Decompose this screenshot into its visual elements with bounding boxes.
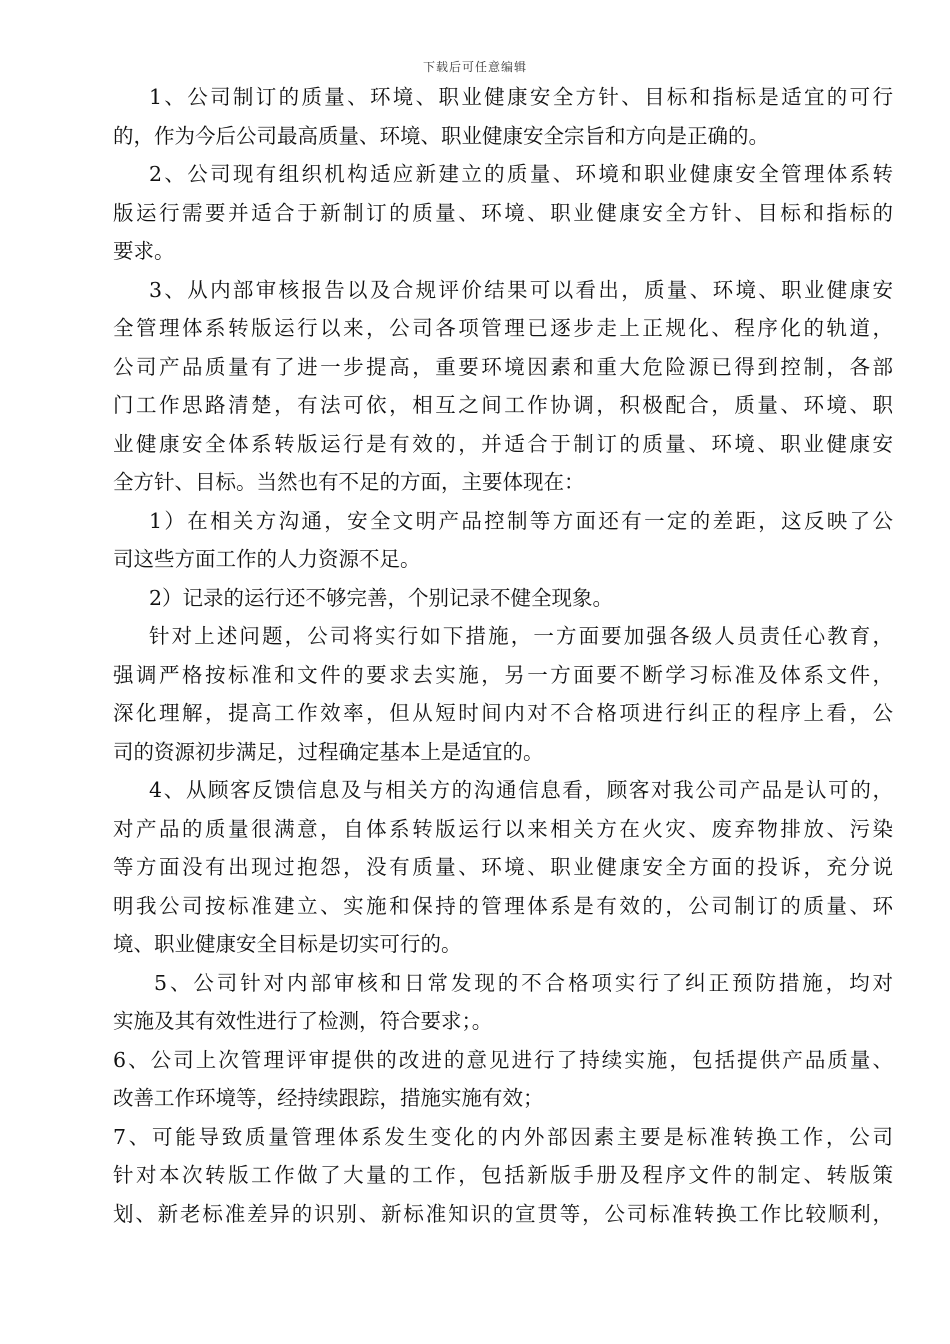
text-line: 等方面没有出现过抱怨，没有质量、环境、职业健康安全方面的投诉，充分说 <box>113 855 893 879</box>
text-line: 针对上述问题，公司将实行如下措施，一方面要加强各级人员责任心教育， <box>149 624 893 648</box>
text-line: 公司产品质量有了进一步提高，重要环境因素和重大危险源已得到控制，各部 <box>113 354 893 379</box>
text-line: 1）在相关方沟通，安全文明产品控制等方面还有一定的差距，这反映了公 <box>149 508 893 533</box>
text-line: 划、新老标准差异的识别、新标准知识的宣贯等，公司标准转换工作比较顺利， <box>113 1201 893 1226</box>
text-line: 深化理解，提高工作效率，但从短时间内对不合格项进行纠正的程序上看，公 <box>113 701 893 725</box>
text-line: 明我公司按标准建立、实施和保持的管理体系是有效的，公司制订的质量、环 <box>113 893 893 918</box>
text-line: 1、公司制订的质量、环境、职业健康安全方针、目标和指标是适宜的可行 <box>149 85 893 109</box>
document-body <box>113 78 893 1233</box>
text-line: 针对本次转版工作做了大量的工作，包括新版手册及程序文件的制定、转版策 <box>113 1163 893 1187</box>
text-line: 全管理体系转版运行以来，公司各项管理已逐步走上正规化、程序化的轨道， <box>113 316 893 340</box>
text-line: 4、从顾客反馈信息及与相关方的沟通信息看，顾客对我公司产品是认可的， <box>149 778 893 802</box>
text-line: 司这些方面工作的人力资源不足。 <box>113 547 421 571</box>
text-line: 实施及其有效性进行了检测，符合要求；。 <box>113 1009 493 1033</box>
text-line: 版运行需要并适合于新制订的质量、环境、职业健康安全方针、目标和指标的 <box>113 200 893 225</box>
text-line: 对产品的质量很满意，自体系转版运行以来相关方在火灾、废弃物排放、污染 <box>113 816 893 841</box>
text-line: 的，作为今后公司最高质量、环境、职业健康安全宗旨和方向是正确的。 <box>113 123 769 148</box>
text-line: 3、从内部审核报告以及合规评价结果可以看出，质量、环境、职业健康安 <box>149 277 893 302</box>
page-header: 下载后可任意编辑 <box>422 60 527 74</box>
text-line: 境、职业健康安全目标是切实可行的。 <box>113 932 462 956</box>
text-line: 5、公司针对内部审核和日常发现的不合格项实行了纠正预防措施，均对 <box>154 970 893 995</box>
text-line: 改善工作环境等，经持续跟踪，措施实施有效； <box>113 1086 544 1110</box>
text-line: 2）记录的运行还不够完善，个别记录不健全现象。 <box>149 585 614 610</box>
text-line: 全方针、目标。当然也有不足的方面，主要体现在： <box>113 470 585 494</box>
text-line: 7、可能导致质量管理体系发生变化的内外部因素主要是标准转换工作，公司 <box>113 1124 893 1149</box>
text-line: 业健康安全体系转版运行是有效的，并适合于制订的质量、环境、职业健康安 <box>113 431 893 456</box>
text-line: 司的资源初步满足，过程确定基本上是适宜的。 <box>113 739 544 764</box>
text-line: 要求。 <box>113 239 175 263</box>
text-line: 2、公司现有组织机构适应新建立的质量、环境和职业健康安全管理体系转 <box>149 162 893 186</box>
text-line: 强调严格按标准和文件的要求去实施，另一方面要不断学习标准及体系文件， <box>113 662 893 687</box>
text-line: 门工作思路清楚，有法可依，相互之间工作协调，积极配合，质量、环境、职 <box>113 393 893 417</box>
text-line: 6、公司上次管理评审提供的改进的意见进行了持续实施，包括提供产品质量、 <box>113 1047 893 1072</box>
